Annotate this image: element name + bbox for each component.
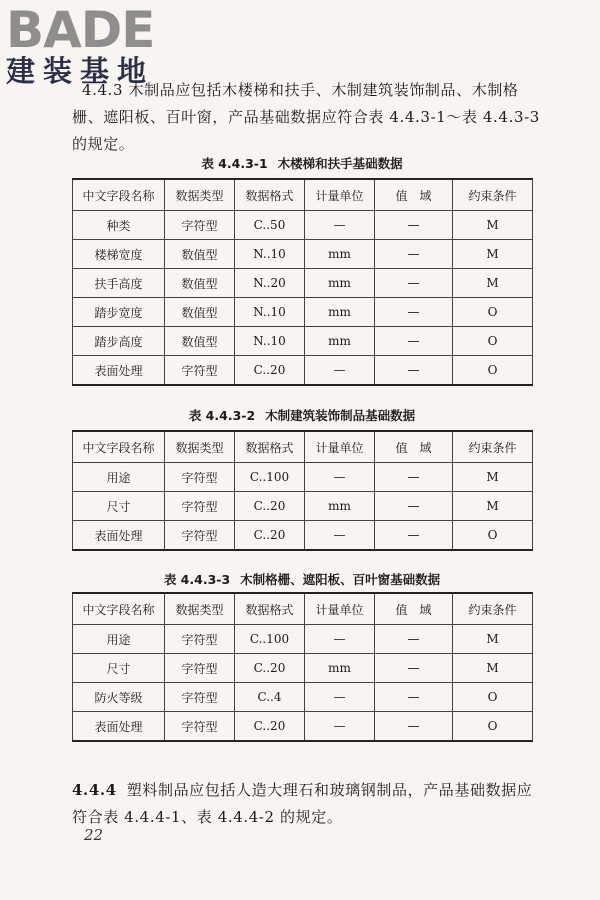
constraint-cell: M [453,463,533,492]
intro-paragraph: 4.4.3 木制品应包括木楼梯和扶手、木制建筑装饰制品、木制格栅、遮阳板、百叶窗，产品基础数据应符合表 4.4.3-1～表 4.4.3-3 的规定。 [72,81,540,153]
data-type-cell: 字符型 [165,654,235,683]
data-format-cell: N..10 [235,240,305,269]
field-name-cell: 尺寸 [73,492,165,521]
table-row [73,654,533,683]
table-1 [72,178,533,386]
data-type-cell: 字符型 [165,683,235,712]
constraint-cell: M [453,625,533,654]
table-2-number: 表 4.4.3-2 [188,408,256,423]
data-format-cell: N..10 [235,298,305,327]
field-name-cell: 用途 [73,625,165,654]
unit-cell: — [305,521,375,551]
data-type-cell: 字符型 [165,492,235,521]
table-3 [72,592,533,742]
constraint-cell: M [453,240,533,269]
data-format-cell: C..20 [235,356,305,386]
header-cell: 数据类型 [165,179,235,211]
unit-cell: mm [305,654,375,683]
table-3-number: 表 4.4.3-3 [163,572,231,587]
header-cell: 约束条件 [453,179,533,211]
header-cell: 中文字段名称 [73,593,165,625]
value-range-cell: — [375,654,453,683]
table-2-title: 木制建筑装饰制品基础数据 [265,408,416,423]
table-1-title: 木楼梯和扶手基础数据 [277,156,403,171]
data-type-cell: 字符型 [165,521,235,551]
table-row [73,712,533,742]
field-name-cell: 种类 [73,211,165,240]
value-range-cell: — [375,625,453,654]
header-cell: 数据格式 [235,179,305,211]
unit-cell: mm [305,269,375,298]
table-1-number: 表 4.4.3-1 [201,156,268,171]
data-type-cell: 字符型 [165,463,235,492]
header-cell: 计量单位 [305,179,375,211]
field-name-cell: 防火等级 [73,683,165,712]
logo-brand: BADE [6,1,155,59]
header-cell: 约束条件 [453,431,533,463]
data-format-cell: C..100 [235,625,305,654]
data-format-cell: C..20 [235,654,305,683]
unit-cell: mm [305,240,375,269]
constraint-cell: O [453,712,533,742]
value-range-cell: — [375,298,453,327]
header-cell: 数据类型 [165,431,235,463]
header-cell: 值 域 [375,593,453,625]
unit-cell: mm [305,492,375,521]
header-cell: 中文字段名称 [73,431,165,463]
unit-cell: mm [305,327,375,356]
unit-cell: — [305,683,375,712]
field-name-cell: 踏步高度 [73,327,165,356]
value-range-cell: — [375,683,453,712]
header-cell: 中文字段名称 [73,179,165,211]
section-number: 4.4.4 [72,781,117,799]
unit-cell: — [305,463,375,492]
value-range-cell: — [375,327,453,356]
field-name-cell: 表面处理 [73,712,165,742]
data-type-cell: 字符型 [165,712,235,742]
table-row [73,625,533,654]
constraint-cell: O [453,356,533,386]
header-cell: 计量单位 [305,431,375,463]
constraint-cell: O [453,683,533,712]
bade-logo [6,1,176,88]
data-type-cell: 字符型 [165,211,235,240]
header-cell: 约束条件 [453,593,533,625]
data-format-cell: C..4 [235,683,305,712]
table-row [73,298,533,327]
data-type-cell: 字符型 [165,625,235,654]
data-format-cell: N..10 [235,327,305,356]
value-range-cell: — [375,463,453,492]
value-range-cell: — [375,712,453,742]
constraint-cell: O [453,327,533,356]
data-format-cell: C..20 [235,521,305,551]
data-format-cell: C..20 [235,712,305,742]
value-range-cell: — [375,211,453,240]
field-name-cell: 扶手高度 [73,269,165,298]
constraint-cell: M [453,211,533,240]
data-type-cell: 数值型 [165,298,235,327]
constraint-cell: M [453,654,533,683]
field-name-cell: 用途 [73,463,165,492]
table-3-caption [72,570,532,588]
value-range-cell: — [375,269,453,298]
table-1-caption [72,154,532,172]
field-name-cell: 楼梯宽度 [73,240,165,269]
value-range-cell: — [375,356,453,386]
unit-cell: — [305,356,375,386]
table-row [73,463,533,492]
section-4-4-4-paragraph [72,777,542,831]
table-header-row [73,593,533,625]
table-row [73,356,533,386]
table-row [73,683,533,712]
field-name-cell: 表面处理 [73,356,165,386]
unit-cell: — [305,712,375,742]
constraint-cell: M [453,492,533,521]
data-format-cell: C..50 [235,211,305,240]
table-row [73,269,533,298]
data-type-cell: 数值型 [165,240,235,269]
logo-subtitle: 建装基地 [6,54,155,88]
table-header-row [73,179,533,211]
section-text: 塑料制品应包括人造大理石和玻璃钢制品，产品基础数据应符合表 4.4.4-1、表 4.4.4-2 的规定。 [72,781,533,826]
unit-cell: mm [305,298,375,327]
constraint-cell: O [453,521,533,551]
data-type-cell: 数值型 [165,269,235,298]
table-row [73,492,533,521]
field-name-cell: 表面处理 [73,521,165,551]
header-cell: 值 域 [375,431,453,463]
data-format-cell: C..100 [235,463,305,492]
table-row [73,327,533,356]
field-name-cell: 尺寸 [73,654,165,683]
unit-cell: — [305,211,375,240]
table-3-title: 木制格栅、遮阳板、百叶窗基础数据 [240,572,441,587]
table-2-caption [72,406,532,424]
unit-cell: — [305,625,375,654]
header-cell: 数据类型 [165,593,235,625]
value-range-cell: — [375,240,453,269]
constraint-cell: O [453,298,533,327]
table-row [73,211,533,240]
table-header-row [73,431,533,463]
value-range-cell: — [375,521,453,551]
constraint-cell: M [453,269,533,298]
value-range-cell: — [375,492,453,521]
table-row [73,521,533,551]
header-cell: 值 域 [375,179,453,211]
header-cell: 数据格式 [235,431,305,463]
data-type-cell: 数值型 [165,327,235,356]
data-format-cell: N..20 [235,269,305,298]
data-format-cell: C..20 [235,492,305,521]
field-name-cell: 踏步宽度 [73,298,165,327]
page-number: 22 [84,826,104,844]
table-2 [72,430,533,551]
header-cell: 数据格式 [235,593,305,625]
table-row [73,240,533,269]
header-cell: 计量单位 [305,593,375,625]
data-type-cell: 字符型 [165,356,235,386]
